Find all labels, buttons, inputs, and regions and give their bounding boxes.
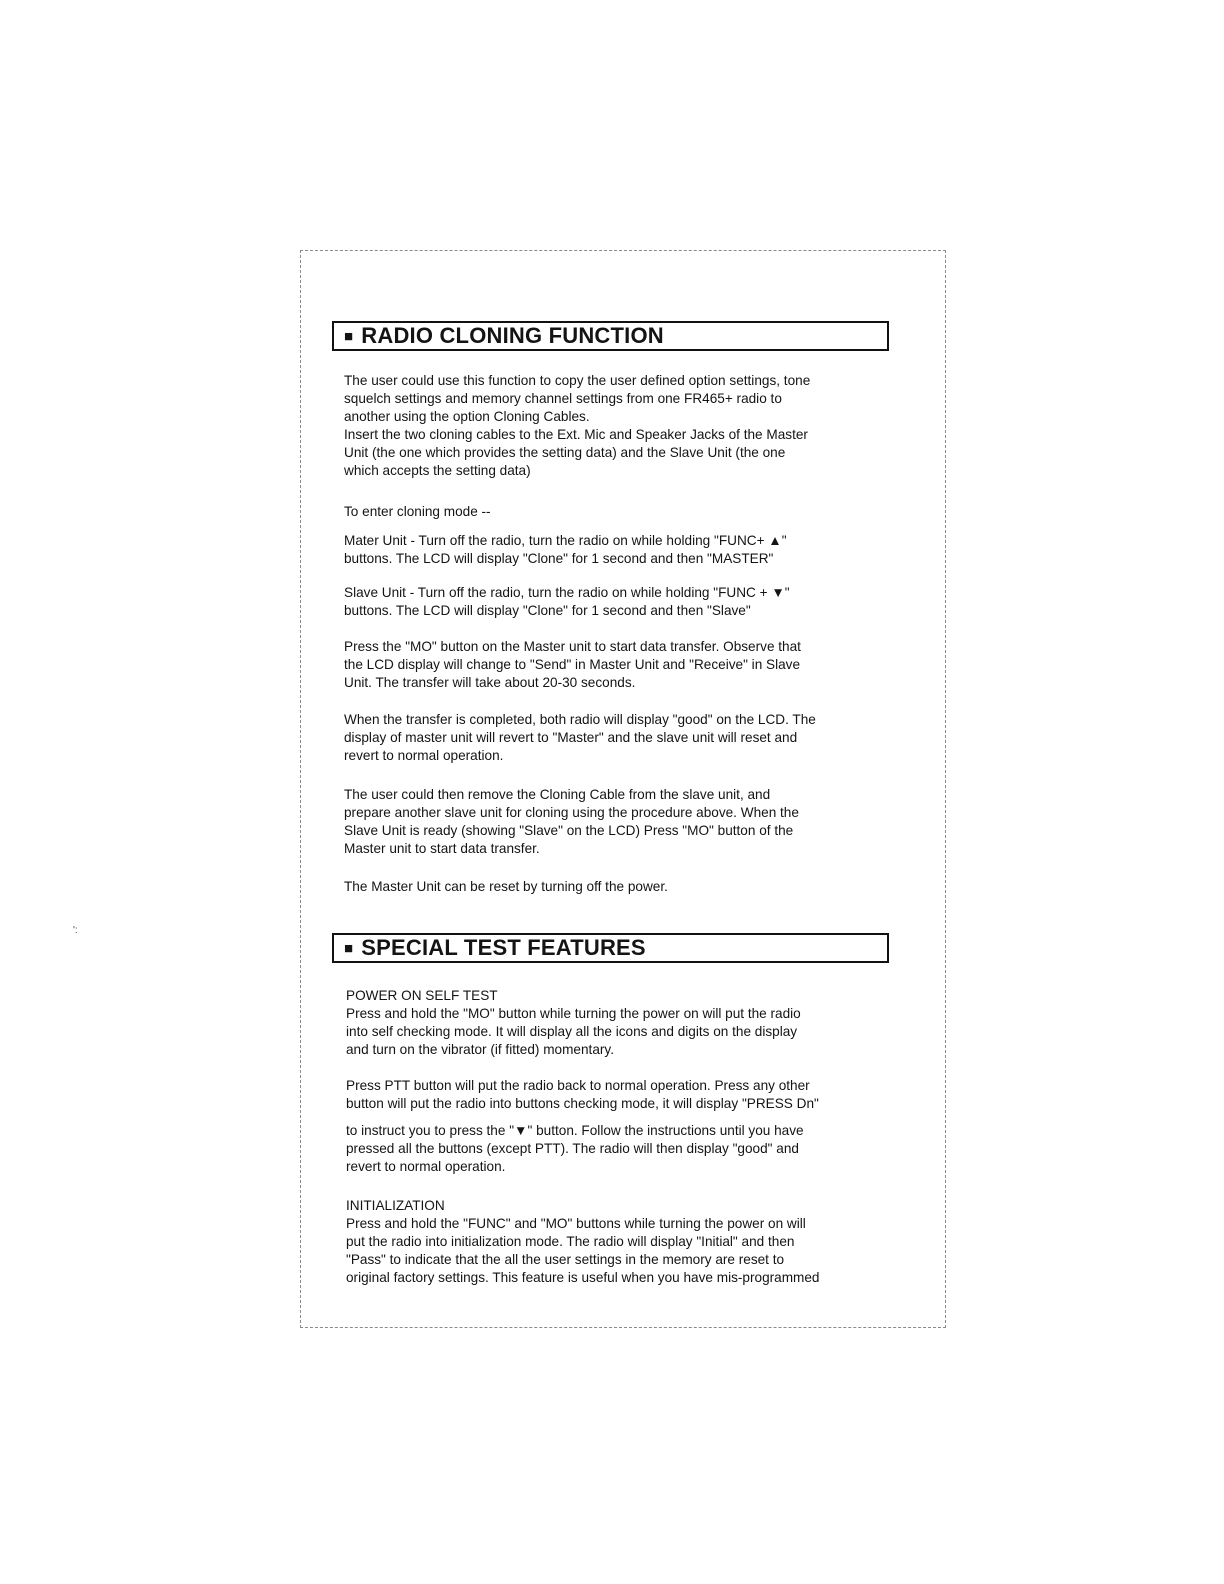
data-transfer-paragraph: Press the "MO" button on the Master unit to start data transfer. Observe that the LCD display will change to "Send" in Master Unit and "Receive" in Slave Unit. The transfer will take about 20-30 seconds. bbox=[344, 639, 801, 690]
special-test-heading bbox=[332, 933, 889, 963]
enter-cloning-mode-text: To enter cloning mode -- bbox=[344, 504, 491, 519]
bullet-icon: ■ bbox=[344, 327, 354, 345]
transfer-completed-paragraph: When the transfer is completed, both radio will display "good" on the LCD. The display of master unit will revert to "Master" and the slave unit will reset and revert to normal operation. bbox=[344, 712, 816, 763]
master-reset-text: The Master Unit can be reset by turning off the power. bbox=[344, 879, 668, 894]
ptt-button-paragraph: Press PTT button will put the radio back to normal operation. Press any other button will put the radio into buttons checking mode, it will display "PRESS Dn" bbox=[346, 1078, 819, 1111]
next-slave-paragraph: The user could then remove the Cloning Cable from the slave unit, and prepare another slave unit for cloning using the procedure above. When the Slave Unit is ready (showing "Slave" on the LCD) Press "MO" button of the Master unit to start data transfer. bbox=[344, 787, 799, 856]
cloning-intro-paragraph: The user could use this function to copy the user defined option settings, tone squelch settings and memory channel settings from one FR465+ radio to another using the option Cloning Cables. Insert the two cloning cables to the Ext. Mic and Speaker Jacks of the Master Unit (the one which provides the setting data) and the Slave Unit (the one which accepts the setting data) bbox=[344, 373, 811, 478]
radio-cloning-title: RADIO CLONING FUNCTION bbox=[361, 323, 664, 348]
bullet-icon: ■ bbox=[344, 939, 354, 957]
master-unit-paragraph: Mater Unit - Turn off the radio, turn the radio on while holding "FUNC+ ▲" buttons. The LCD will display "Clone" for 1 second and then "MASTER" bbox=[344, 533, 787, 566]
slave-unit-paragraph: Slave Unit - Turn off the radio, turn the radio on while holding "FUNC + ▼" buttons. The LCD will display "Clone" for 1 second and then "Slave" bbox=[344, 585, 790, 618]
stray-mark: ': bbox=[73, 925, 78, 936]
initialization-paragraph: INITIALIZATION Press and hold the "FUNC" and "MO" buttons while turning the power on will put the radio into initialization mode. The radio will display "Initial" and then "Pass" to indicate that the all the user settings in the memory are reset to original factory settings. This feature is useful when you have mis-programmed bbox=[346, 1198, 820, 1285]
special-test-title: SPECIAL TEST FEATURES bbox=[361, 935, 646, 960]
button-instructions-paragraph: to instruct you to press the "▼" button. Follow the instructions until you have pressed all the buttons (except PTT). The radio will then display "good" and revert to normal operation. bbox=[346, 1123, 804, 1174]
power-on-self-test-paragraph: POWER ON SELF TEST Press and hold the "MO" button while turning the power on will put the radio into self checking mode. It will display all the icons and digits on the display and turn on the vibrator (if fitted) momentary. bbox=[346, 988, 801, 1057]
radio-cloning-heading bbox=[332, 321, 889, 351]
